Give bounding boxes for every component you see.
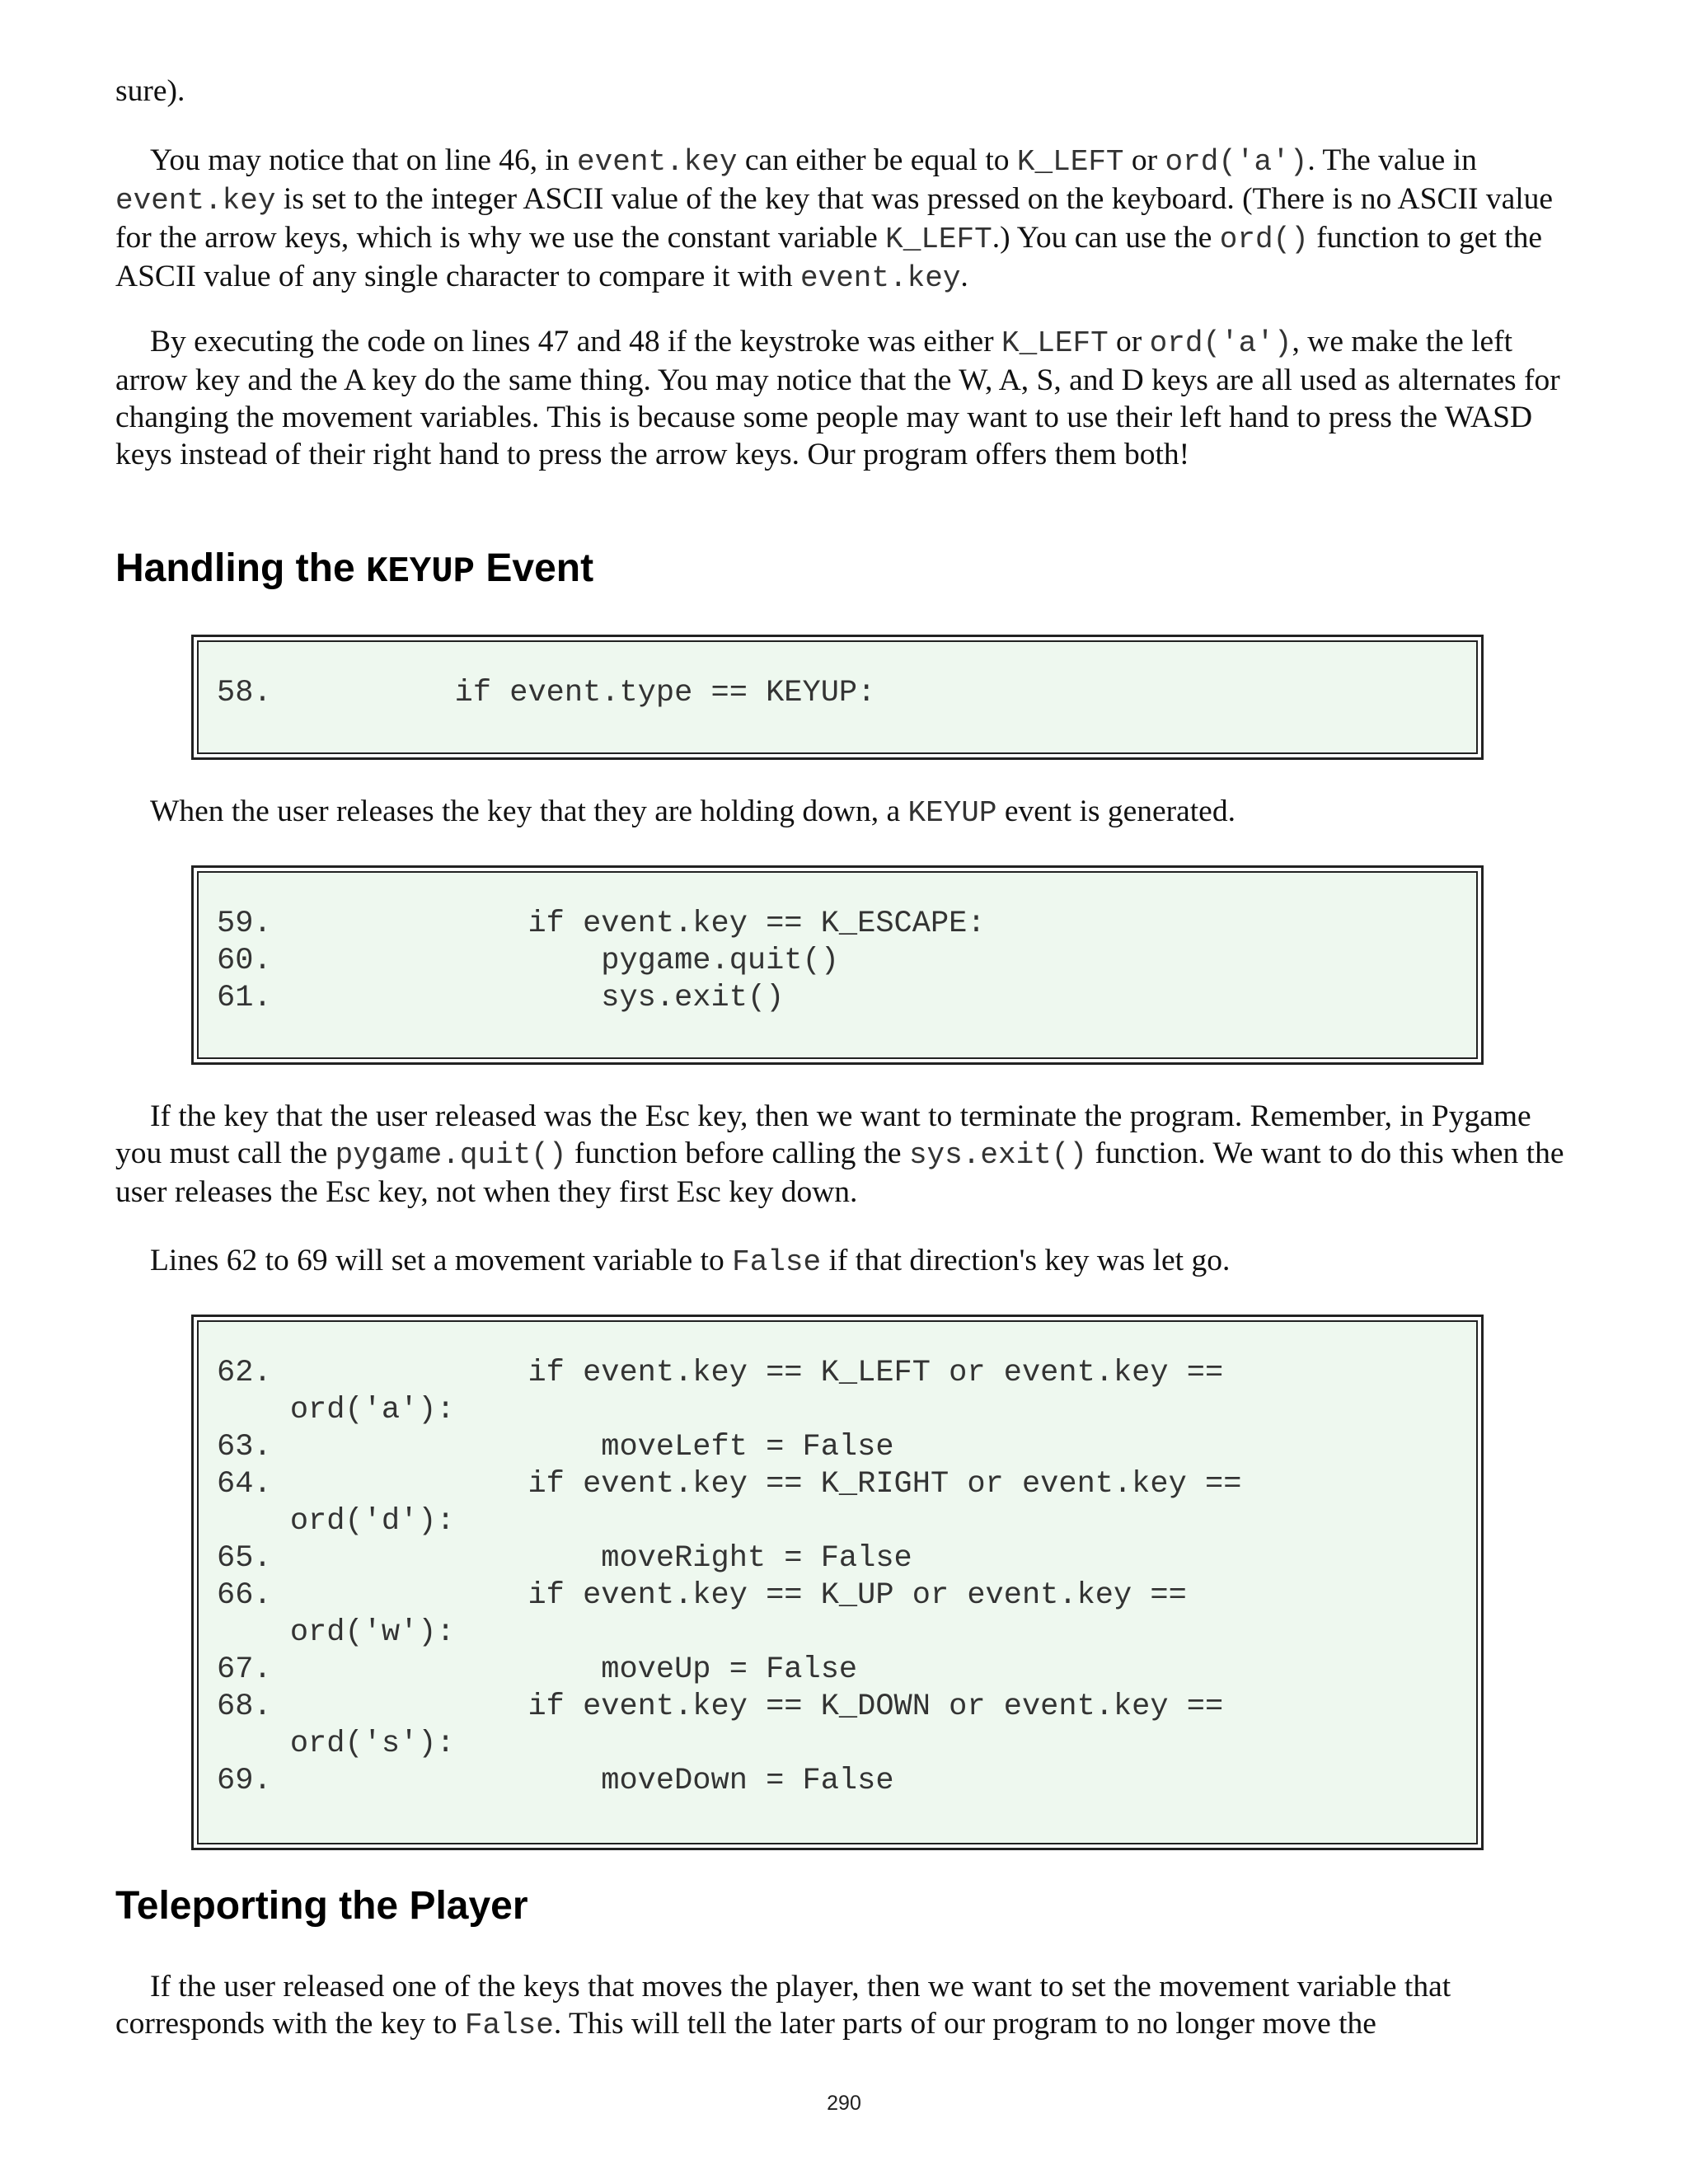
code-line: ord('a'):: [217, 1393, 455, 1427]
paragraph-esc-key: If the key that the user released was the Esc key, then we want to terminate the program. Remember, in Pygame you must call the pygame.quit() function before calling the sys.exit() function. We want to do this when the user releases the Esc key, not when they first Esc key down.: [115, 1099, 1564, 1209]
code-block-line-58: [191, 635, 1484, 760]
code-line: 60. pygame.quit(): [217, 944, 839, 978]
code-line: 58. if event.type == KEYUP:: [217, 676, 876, 710]
code-line: 64. if event.key == K_RIGHT or event.key ==: [217, 1467, 1242, 1502]
paragraph-keyup-generated: When the user releases the key that they are holding down, a KEYUP event is generated.: [150, 794, 1236, 830]
section-heading-teleporting: Teleporting the Player: [115, 1884, 528, 1928]
code-block-lines-59-61: [191, 865, 1484, 1065]
page-number: 290: [827, 2092, 861, 2115]
paragraph-event-key: You may notice that on line 46, in event.key can either be equal to K_LEFT or ord('a'). The value in event.key is set to the integer ASCII value of the key that was pressed on the keyboard. (There is no ASCII value for the arrow keys, which is why we use the constant variable K_LEFT.) You can use the ord() function to get the ASCII value of any single character to compare it with event.key.: [115, 143, 1554, 295]
paragraph-lines-62-69: Lines 62 to 69 will set a movement variable to False if that direction's key was let go.: [150, 1244, 1231, 1279]
code-line: 68. if event.key == K_DOWN or event.key ==: [217, 1690, 1224, 1724]
code-line: 62. if event.key == K_LEFT or event.key ==: [217, 1356, 1224, 1390]
paragraph-wasd-keys: By executing the code on lines 47 and 48 if the keystroke was either K_LEFT or ord('a'), we make the left arrow key and the A key do the same thing. You may notice that the W, A, S, and D keys are all used as alternates for changing the movement variables. This is because some people may want to use their left hand to press the WASD keys instead of their right hand to press the arrow keys. Our program offers them both!: [115, 325, 1560, 471]
code-line: 66. if event.key == K_UP or event.key ==: [217, 1578, 1187, 1613]
code-line: ord('d'):: [217, 1504, 455, 1539]
code-line: 67. moveUp = False: [217, 1652, 858, 1687]
code-line: 65. moveRight = False: [217, 1541, 912, 1576]
code-line: 63. moveLeft = False: [217, 1430, 894, 1465]
section-heading-keyup: Handling the KEYUP Event: [115, 546, 594, 593]
code-line: 69. moveDown = False: [217, 1764, 894, 1798]
paragraph-continuation: sure).: [115, 74, 185, 108]
code-line: ord('s'):: [217, 1727, 455, 1761]
code-line: 59. if event.key == K_ESCAPE:: [217, 907, 986, 941]
paragraph-teleport: If the user released one of the keys that moves the player, then we want to set the movement variable that corresponds with the key to False. This will tell the later parts of our program to no longer move the: [115, 1970, 1451, 2042]
code-block-lines-62-69: [191, 1315, 1484, 1850]
code-line: ord('w'):: [217, 1615, 455, 1650]
code-line: 61. sys.exit(): [217, 981, 785, 1015]
